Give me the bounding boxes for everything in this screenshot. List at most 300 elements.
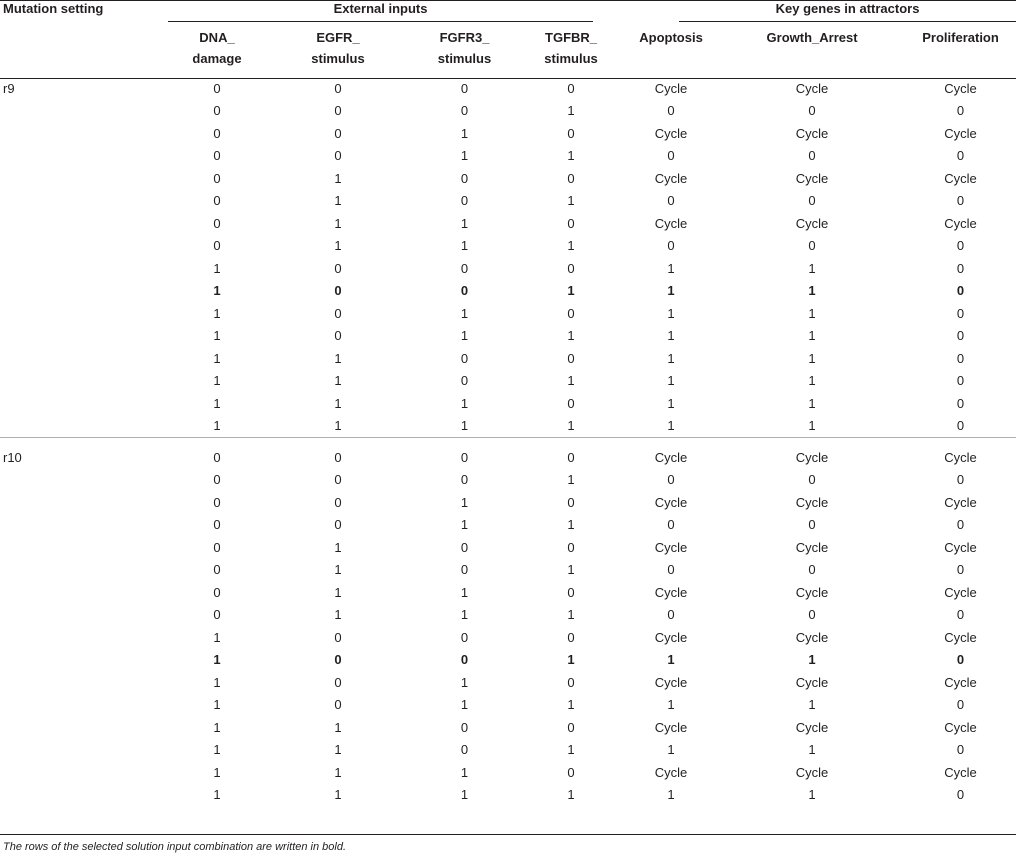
table-cell: Cycle [795, 539, 829, 555]
table-row [0, 257, 1016, 280]
table-cell: 0 [808, 238, 816, 254]
table-cell: Cycle [654, 449, 688, 465]
table-cell: 0 [460, 742, 469, 758]
table-cell: Cycle [654, 719, 688, 735]
table-cell: 1 [567, 103, 575, 119]
table-cell: 0 [567, 719, 575, 735]
table-cell: Cycle [654, 80, 688, 96]
table-cell: 0 [334, 449, 342, 465]
table-cell: 1 [334, 719, 342, 735]
table-cell: 1 [334, 764, 342, 780]
table-cell: 0 [213, 103, 221, 119]
header-bottom-rule [0, 78, 1016, 79]
column-header [905, 27, 1016, 69]
table-bottom-rule [0, 834, 1016, 835]
table-cell: 0 [460, 283, 469, 299]
table-cell: Cycle [944, 584, 977, 600]
column-header-line1: FGFR3_ [439, 30, 490, 45]
table-cell: 1 [667, 350, 675, 366]
mutation-setting-cell: r9 [3, 80, 15, 96]
table-cell: 0 [956, 472, 965, 488]
table-cell: 1 [567, 238, 575, 254]
table-cell: 0 [460, 562, 469, 578]
table-cell: Cycle [654, 215, 688, 231]
table-cell: 1 [667, 395, 675, 411]
table-cell: 1 [667, 697, 675, 713]
table-cell: 1 [213, 260, 221, 276]
table-cell: Cycle [795, 494, 829, 510]
table-cell: 0 [460, 719, 469, 735]
table-cell: 1 [667, 742, 675, 758]
table-cell: 1 [808, 697, 816, 713]
column-header [410, 27, 519, 69]
table-footnote: The rows of the selected solution input combination are written in bold. [3, 841, 347, 853]
table-row [0, 235, 1016, 258]
column-header-line2: stimulus [544, 51, 598, 66]
mutation-setting-cell [0, 212, 168, 235]
table-cell: 0 [667, 238, 675, 254]
table-cell: 0 [334, 674, 342, 690]
table-cell: 1 [460, 607, 469, 623]
mutation-setting-cell [0, 581, 168, 604]
table-cell: 0 [213, 539, 221, 555]
table-cell: 1 [460, 328, 469, 344]
table-cell: 0 [956, 562, 965, 578]
column-header-line1: EGFR_ [316, 30, 360, 45]
table-cell: 0 [213, 170, 221, 186]
table-cell: Cycle [795, 629, 829, 645]
table-cell: 0 [956, 607, 965, 623]
table-cell: 1 [460, 517, 469, 533]
table-cell: 0 [956, 148, 965, 164]
table-cell: Cycle [795, 215, 829, 231]
table-cell: 1 [567, 787, 575, 803]
table-cell: 1 [567, 418, 575, 434]
table-cell: 0 [956, 260, 965, 276]
table-cell: 1 [808, 260, 816, 276]
table-cell: Cycle [944, 539, 977, 555]
table-cell: 0 [213, 80, 221, 96]
table-cell: 1 [567, 283, 575, 299]
table-cell: 0 [334, 148, 342, 164]
table-cell: Cycle [944, 674, 977, 690]
column-header [623, 27, 719, 69]
table-row [0, 325, 1016, 348]
table-cell: 1 [334, 607, 342, 623]
table-cell: 0 [956, 238, 965, 254]
table-cell: 0 [213, 449, 221, 465]
table-row [0, 761, 1016, 784]
table-cell: Cycle [944, 215, 977, 231]
table-cell: 0 [667, 148, 675, 164]
table-cell: 0 [956, 193, 965, 209]
table-cell: 1 [213, 350, 221, 366]
table-cell: 0 [808, 607, 816, 623]
table-cell: 0 [667, 193, 675, 209]
table-cell: 1 [334, 787, 342, 803]
mutation-setting-cell [0, 167, 168, 190]
mutation-setting-cell [0, 626, 168, 649]
mutation-setting-cell [0, 145, 168, 168]
table-cell: 0 [460, 103, 469, 119]
column-header [719, 27, 905, 69]
table-cell: 1 [334, 418, 342, 434]
column-header-line2: damage [192, 51, 242, 66]
table-cell: 0 [667, 562, 675, 578]
table-cell: 1 [460, 787, 469, 803]
table-cell: 1 [213, 373, 221, 389]
external-inputs-label: External inputs [168, 1, 593, 22]
table-cell: Cycle [795, 764, 829, 780]
table-cell: 1 [213, 328, 221, 344]
table-cell: 1 [334, 193, 342, 209]
table-cell: 0 [334, 283, 342, 299]
table-cell: 0 [567, 170, 575, 186]
mutation-setting-cell: r10 [3, 449, 22, 465]
mutation-setting-cell [0, 649, 168, 672]
table-cell: 0 [808, 472, 816, 488]
table-cell: 0 [334, 629, 342, 645]
table-cell: 1 [567, 373, 575, 389]
table-cell: Cycle [795, 449, 829, 465]
table-cell: 0 [460, 449, 469, 465]
table-cell: 0 [956, 103, 965, 119]
table-cell: 0 [956, 517, 965, 533]
mutation-setting-cell [0, 347, 168, 370]
table-cell: 0 [334, 517, 342, 533]
table-cell: 1 [567, 652, 575, 668]
mutation-setting-cell [0, 559, 168, 582]
table-cell: 0 [460, 193, 469, 209]
table-row [0, 145, 1016, 168]
table-cell: 0 [808, 148, 816, 164]
table-cell: 0 [956, 328, 965, 344]
header-row-groups [0, 1, 1016, 28]
table-cell: 0 [460, 80, 469, 96]
column-header-line1: Growth_Arrest [766, 30, 858, 45]
table-cell: 1 [213, 283, 221, 299]
table-cell: 0 [460, 472, 469, 488]
table-cell: 0 [567, 629, 575, 645]
mutation-setting-cell [0, 491, 168, 514]
table-cell: 0 [956, 305, 965, 321]
table-cell: 1 [567, 148, 575, 164]
table-cell: 0 [334, 125, 342, 141]
table-cell: 0 [567, 494, 575, 510]
table-cell: 1 [667, 305, 675, 321]
table-cell: 1 [667, 260, 675, 276]
mutation-setting-cell [0, 671, 168, 694]
table-cell: Cycle [944, 764, 977, 780]
mutation-setting-cell [0, 190, 168, 213]
table-cell: 0 [460, 539, 469, 555]
mutation-setting-cell [0, 604, 168, 627]
table-row [0, 671, 1016, 694]
table-cell: 0 [213, 584, 221, 600]
mutation-setting-cell [0, 716, 168, 739]
table-cell: 1 [808, 350, 816, 366]
mutation-setting-cell [0, 100, 168, 123]
table-row [0, 438, 1016, 469]
table-cell: 0 [334, 80, 342, 96]
table-cell: 0 [334, 103, 342, 119]
table-cell: Cycle [944, 719, 977, 735]
table-cell: 1 [334, 395, 342, 411]
mutation-setting-cell [0, 122, 168, 145]
table-cell: 0 [956, 418, 965, 434]
table-cell: 0 [567, 449, 575, 465]
table-row [0, 280, 1016, 303]
table-row [0, 190, 1016, 213]
table-row [0, 302, 1016, 325]
table-cell: 0 [213, 562, 221, 578]
table-cell: 0 [213, 148, 221, 164]
table-cell: 1 [334, 350, 342, 366]
table-cell: Cycle [795, 125, 829, 141]
table-cell: 1 [667, 373, 675, 389]
mutation-setting-cell [0, 235, 168, 258]
table-cell: 1 [213, 697, 221, 713]
table-row [0, 491, 1016, 514]
table-cell: Cycle [944, 170, 977, 186]
table-cell: 1 [213, 418, 221, 434]
table-cell: 1 [567, 517, 575, 533]
table-cell: 1 [808, 305, 816, 321]
table-cell: 1 [213, 629, 221, 645]
table-row [0, 581, 1016, 604]
table-row [0, 212, 1016, 235]
table-body [0, 69, 1016, 806]
table-cell: 1 [460, 125, 469, 141]
table-cell: Cycle [654, 125, 688, 141]
table-cell: 0 [567, 584, 575, 600]
table-cell: 1 [808, 328, 816, 344]
table-cell: 0 [956, 373, 965, 389]
table-row [0, 649, 1016, 672]
table-cell: 0 [567, 215, 575, 231]
table-row [0, 626, 1016, 649]
table-row [0, 347, 1016, 370]
table-cell: 0 [213, 215, 221, 231]
table-cell: 1 [808, 373, 816, 389]
table-cell: Cycle [795, 80, 829, 96]
table-cell: 0 [567, 260, 575, 276]
table-cell: 1 [460, 418, 469, 434]
mutation-setting-cell [0, 536, 168, 559]
table-cell: 0 [567, 125, 575, 141]
table-cell: 0 [213, 517, 221, 533]
table-cell: 1 [567, 562, 575, 578]
table-cell: 1 [213, 395, 221, 411]
mutation-setting-cell [0, 761, 168, 784]
table-row [0, 415, 1016, 438]
column-header-line1: TGFBR_ [545, 30, 598, 45]
table-cell: 1 [808, 395, 816, 411]
table-cell: 1 [567, 742, 575, 758]
table-cell: 0 [567, 539, 575, 555]
table-cell: 0 [213, 193, 221, 209]
table-cell: 1 [567, 697, 575, 713]
column-header-line2: stimulus [311, 51, 365, 66]
table-cell: Cycle [795, 674, 829, 690]
mutation-setting-cell [0, 302, 168, 325]
table-cell: 0 [567, 395, 575, 411]
table-cell: 0 [667, 607, 675, 623]
table-cell: 1 [460, 395, 469, 411]
column-header-line1: Apoptosis [639, 30, 703, 45]
table-cell: 0 [808, 103, 816, 119]
table-cell: Cycle [795, 584, 829, 600]
mutation-setting-cell [0, 694, 168, 717]
table-cell: Cycle [795, 170, 829, 186]
table-cell: 1 [460, 584, 469, 600]
table-cell: 0 [460, 260, 469, 276]
table-cell: 0 [334, 328, 342, 344]
table-cell: 1 [567, 607, 575, 623]
table-cell: 0 [213, 607, 221, 623]
table-row [0, 716, 1016, 739]
table-row [0, 69, 1016, 100]
table-cell: 0 [567, 674, 575, 690]
table-cell: 1 [213, 764, 221, 780]
mutation-setting-header: Mutation setting [3, 1, 104, 16]
mutation-setting-cell [0, 415, 168, 438]
table-cell: 1 [213, 305, 221, 321]
table-cell: 0 [567, 350, 575, 366]
table-cell: 1 [460, 697, 469, 713]
table-cell: 1 [667, 283, 675, 299]
table-row [0, 469, 1016, 492]
table-cell: 0 [956, 283, 965, 299]
table-cell: 0 [460, 373, 469, 389]
table-cell: 1 [334, 373, 342, 389]
table-row [0, 739, 1016, 762]
table-cell: Cycle [654, 539, 688, 555]
table-cell: 1 [213, 787, 221, 803]
table-cell: 0 [567, 764, 575, 780]
column-header-line1: DNA_ [199, 30, 235, 45]
table-cell: 0 [460, 350, 469, 366]
table-cell: 0 [956, 787, 965, 803]
table-cell: 0 [567, 80, 575, 96]
table-cell: 1 [460, 764, 469, 780]
table-cell: 1 [460, 215, 469, 231]
mutation-setting-cell [0, 469, 168, 492]
mutation-setting-cell [0, 392, 168, 415]
table-cell: Cycle [944, 629, 977, 645]
table-cell: 1 [460, 494, 469, 510]
table-cell: 1 [667, 787, 675, 803]
table-cell: 1 [808, 283, 816, 299]
table-cell: 1 [213, 719, 221, 735]
table-cell: 1 [460, 238, 469, 254]
table-cell: 0 [334, 494, 342, 510]
column-header [519, 27, 623, 69]
table-cell: 1 [334, 238, 342, 254]
key-genes-header [623, 1, 1016, 28]
table-row [0, 167, 1016, 190]
table-cell: 1 [334, 562, 342, 578]
table-cell: 0 [956, 652, 965, 668]
table-cell: 1 [460, 305, 469, 321]
table-cell: 0 [667, 472, 675, 488]
table-cell: 1 [667, 328, 675, 344]
mutation-setting-cell [0, 739, 168, 762]
table-cell: 0 [334, 472, 342, 488]
table-cell: 0 [808, 517, 816, 533]
table-cell: Cycle [944, 449, 977, 465]
table-cell: 0 [667, 517, 675, 533]
table-cell: 1 [667, 418, 675, 434]
table-cell: 1 [567, 193, 575, 209]
table-cell: 0 [213, 494, 221, 510]
table-cell: 0 [667, 103, 675, 119]
table-row [0, 392, 1016, 415]
table-row [0, 536, 1016, 559]
mutation-setting-cell [0, 280, 168, 303]
table-row [0, 370, 1016, 393]
table-cell: 0 [334, 652, 342, 668]
table-cell: 0 [808, 193, 816, 209]
table-cell: 1 [334, 170, 342, 186]
table-cell: 1 [567, 472, 575, 488]
table-cell: 0 [334, 305, 342, 321]
table-cell: 1 [567, 328, 575, 344]
column-header [266, 27, 410, 69]
table-cell: Cycle [944, 125, 977, 141]
table-cell: 0 [213, 125, 221, 141]
table-cell: Cycle [654, 629, 688, 645]
table-row [0, 604, 1016, 627]
key-genes-label: Key genes in attractors [679, 1, 1016, 22]
table-cell: 1 [334, 539, 342, 555]
table-cell: Cycle [654, 674, 688, 690]
table-cell: 1 [667, 652, 675, 668]
table-cell: Cycle [944, 494, 977, 510]
external-inputs-header [168, 1, 623, 28]
table-cell: Cycle [654, 764, 688, 780]
table-cell: 1 [334, 742, 342, 758]
table-cell: Cycle [944, 80, 977, 96]
mutation-setting-cell [0, 784, 168, 807]
table-cell: 0 [460, 652, 469, 668]
table-cell: 1 [213, 742, 221, 758]
mutation-setting-cell [0, 325, 168, 348]
table-cell: Cycle [654, 584, 688, 600]
column-header-line2: stimulus [437, 51, 492, 66]
table-cell: Cycle [795, 719, 829, 735]
table-row [0, 694, 1016, 717]
table-cell: 0 [460, 170, 469, 186]
table-cell: 1 [334, 584, 342, 600]
table-row [0, 784, 1016, 807]
table-cell: 0 [956, 395, 965, 411]
table-cell: 1 [808, 652, 816, 668]
table-cell: 0 [956, 697, 965, 713]
table-cell: Cycle [654, 170, 688, 186]
table-cell: 0 [567, 305, 575, 321]
mutation-setting-cell [0, 370, 168, 393]
column-header [168, 27, 266, 69]
table-cell: 0 [460, 629, 469, 645]
table-cell: 1 [460, 674, 469, 690]
table-cell: 0 [213, 472, 221, 488]
table-cell: 0 [213, 238, 221, 254]
table-row [0, 100, 1016, 123]
table-cell: Cycle [654, 494, 688, 510]
table-row [0, 514, 1016, 537]
column-header-line1: Proliferation [922, 30, 999, 45]
